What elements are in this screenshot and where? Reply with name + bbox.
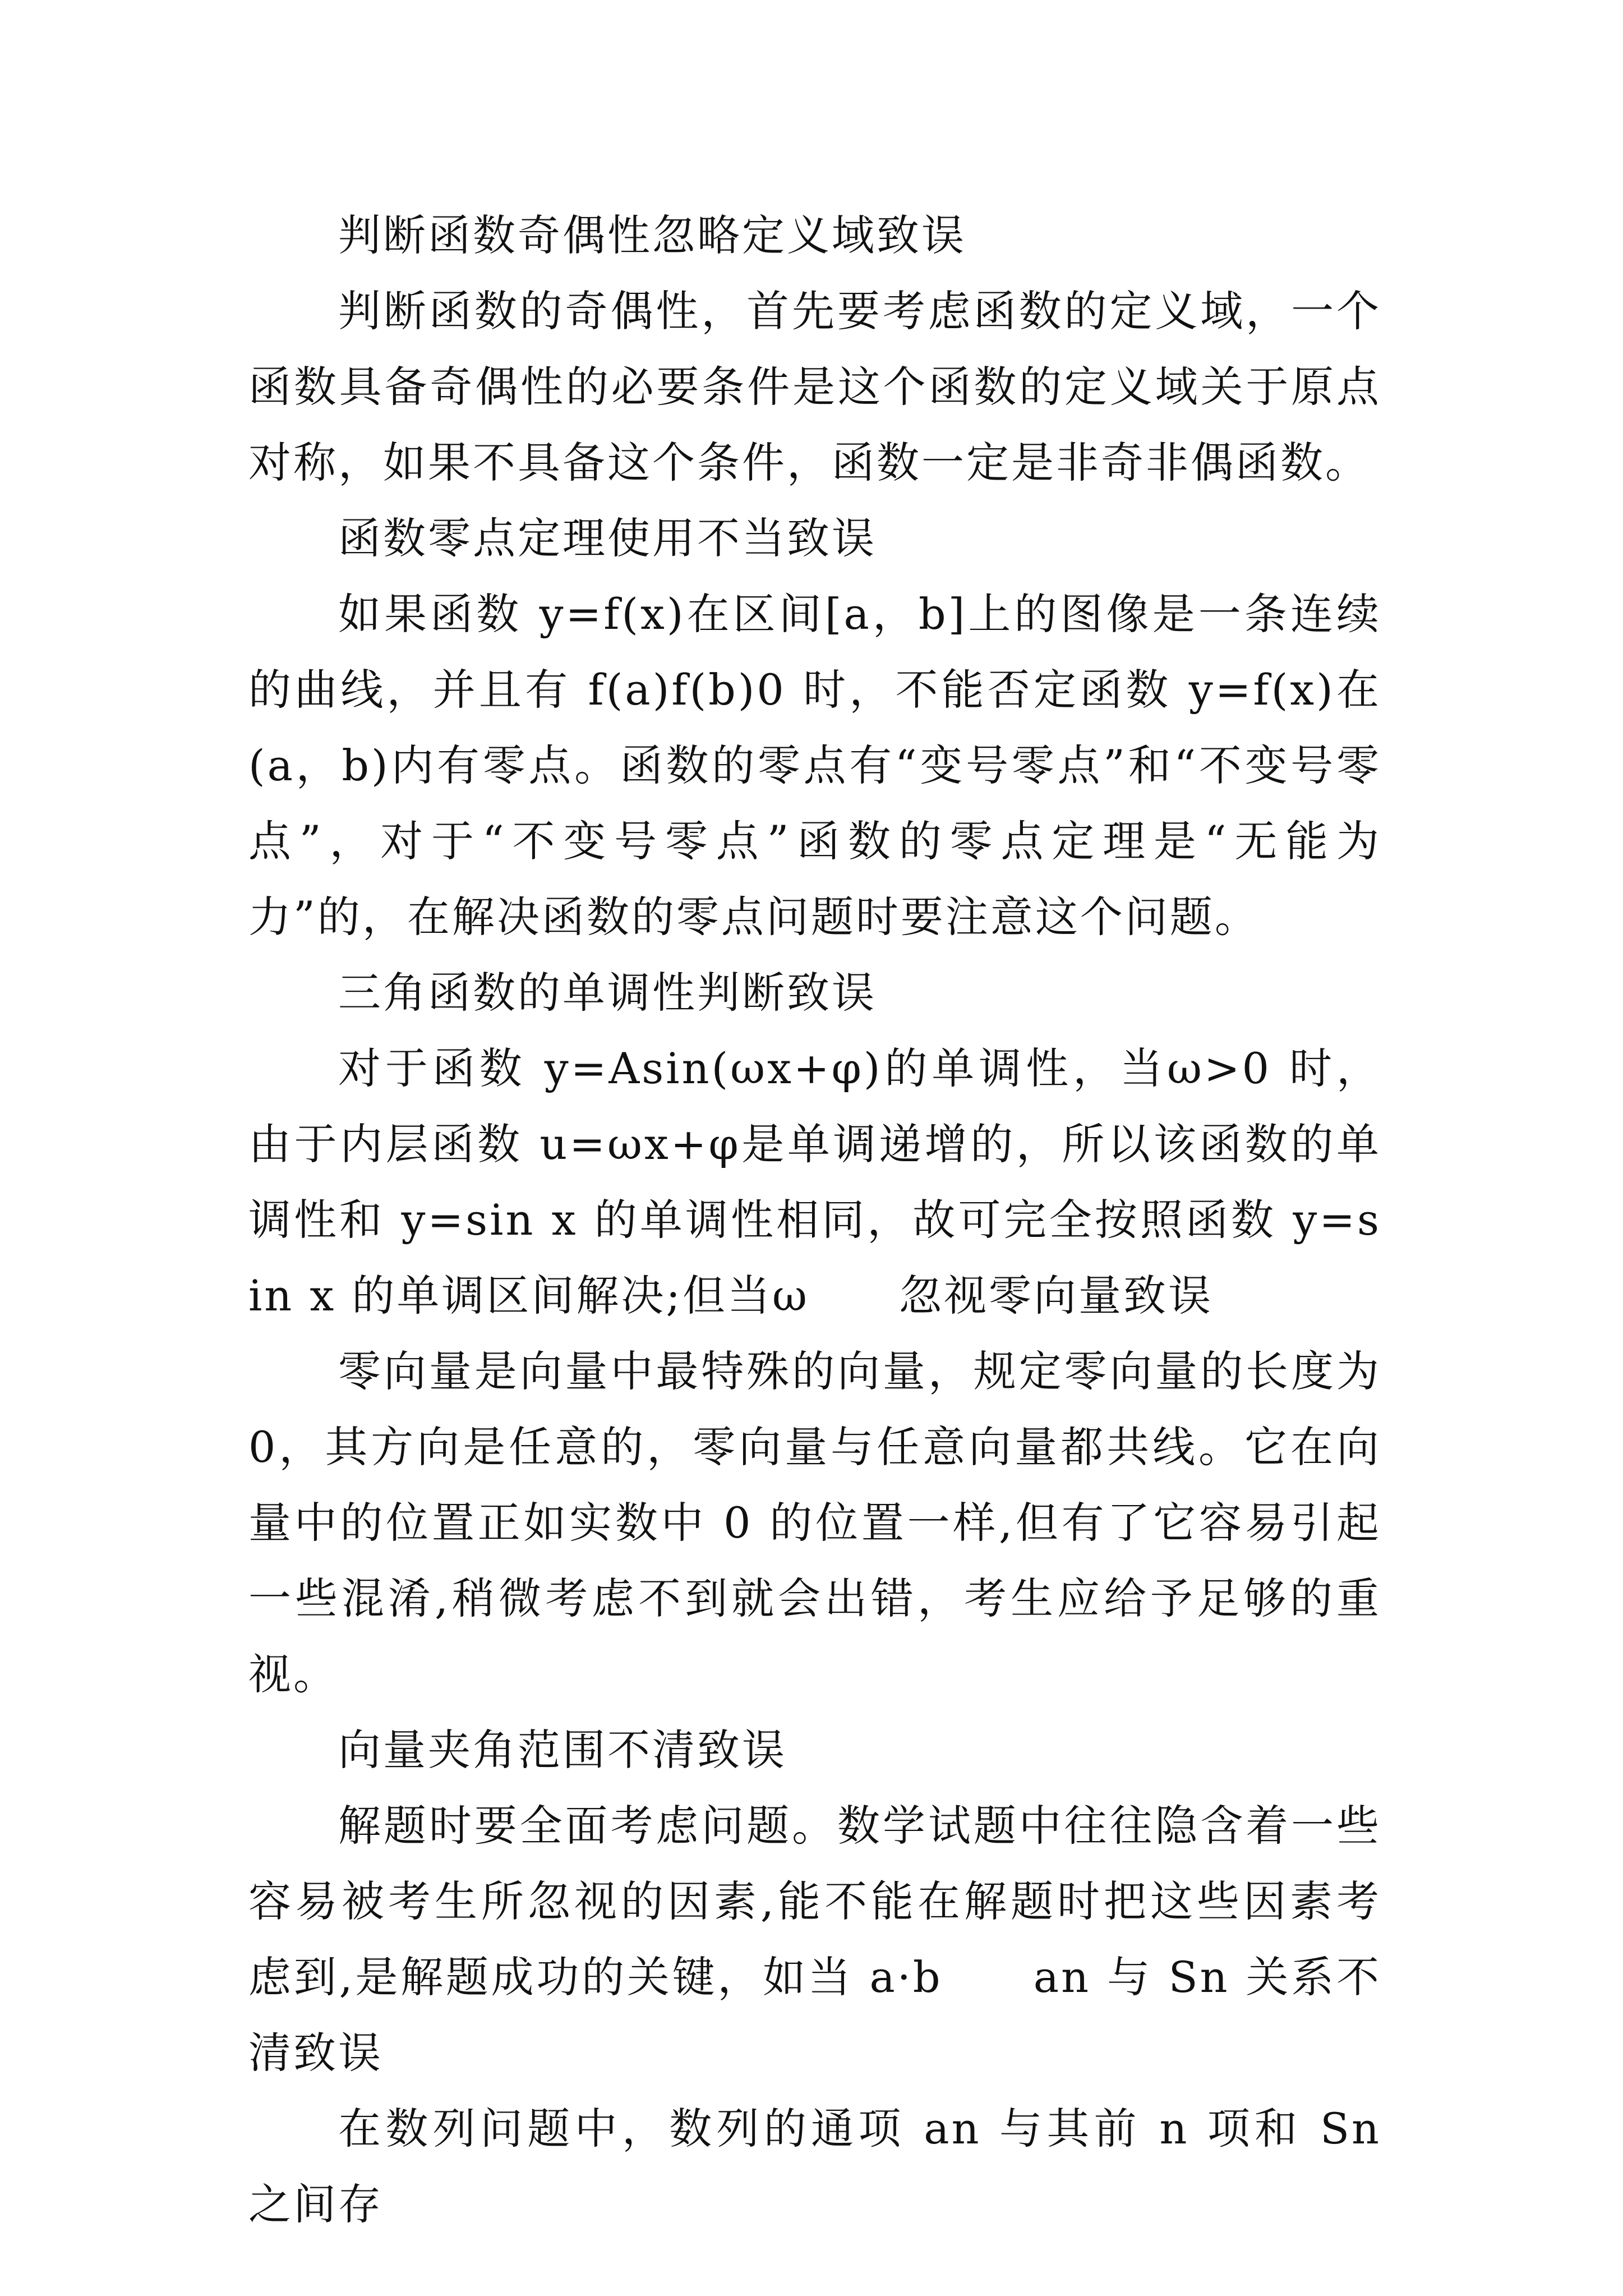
section-heading-vector-angle: 向量夹角范围不清致误 — [338, 1725, 787, 1775]
section-heading-parity: 判断函数奇偶性忽略定义域致误 — [338, 210, 966, 260]
paragraph-zero-theorem: 如果函数 y=f(x)在区间[a，b]上的图像是一条连续的曲线，并且有 f(a)f(b)0 时，不能否定函数 y=f(x)在(a，b)内有零点。函数的零点有“变号零点”和“不变号零点”，对于“不变号零点”函数的零点定理是“无能为力”的，在解决函数的零点问题时要注意这个问题。 — [248, 589, 1381, 942]
paragraph-zero-vector: 零向量是向量中最特殊的向量，规定零向量的长度为 0，其方向是任意的，零向量与任意向量都共线。它在向量中的位置正如实数中 0 的位置一样,但有了它容易引起一些混淆,稍微考虑不到就会出错，考生应给予足够的重视。 — [248, 1346, 1381, 1699]
section-heading-trig-monotonicity: 三角函数的单调性判断致误 — [338, 968, 877, 1018]
paragraph-parity: 判断函数的奇偶性，首先要考虑函数的定义域，一个函数具备奇偶性的必要条件是这个函数的定义域关于原点对称，如果不具备这个条件，函数一定是非奇非偶函数。 — [248, 286, 1381, 487]
paragraph-vector-angle: 解题时要全面考虑问题。数学试题中往往隐含着一些容易被考生所忽视的因素,能不能在解题时把这些因素考虑到,是解题成功的关键，如当 a·b an 与 Sn 关系不清致误 — [248, 1801, 1381, 2078]
paragraph-sequence: 在数列问题中，数列的通项 an 与其前 n 项和 Sn 之间存 — [248, 2104, 1381, 2229]
document-body — [248, 197, 1381, 2242]
paragraph-trig-monotonicity: 对于函数 y=Asin(ωx+φ)的单调性，当ω>0 时，由于内层函数 u=ωx+φ是单调递增的，所以该函数的单调性和 y=sin x 的单调性相同，故可完全按照函数 y=sin x 的单调区间解决;但当ω 忽视零向量致误 — [248, 1043, 1381, 1320]
section-heading-zero-theorem: 函数零点定理使用不当致误 — [338, 513, 877, 563]
